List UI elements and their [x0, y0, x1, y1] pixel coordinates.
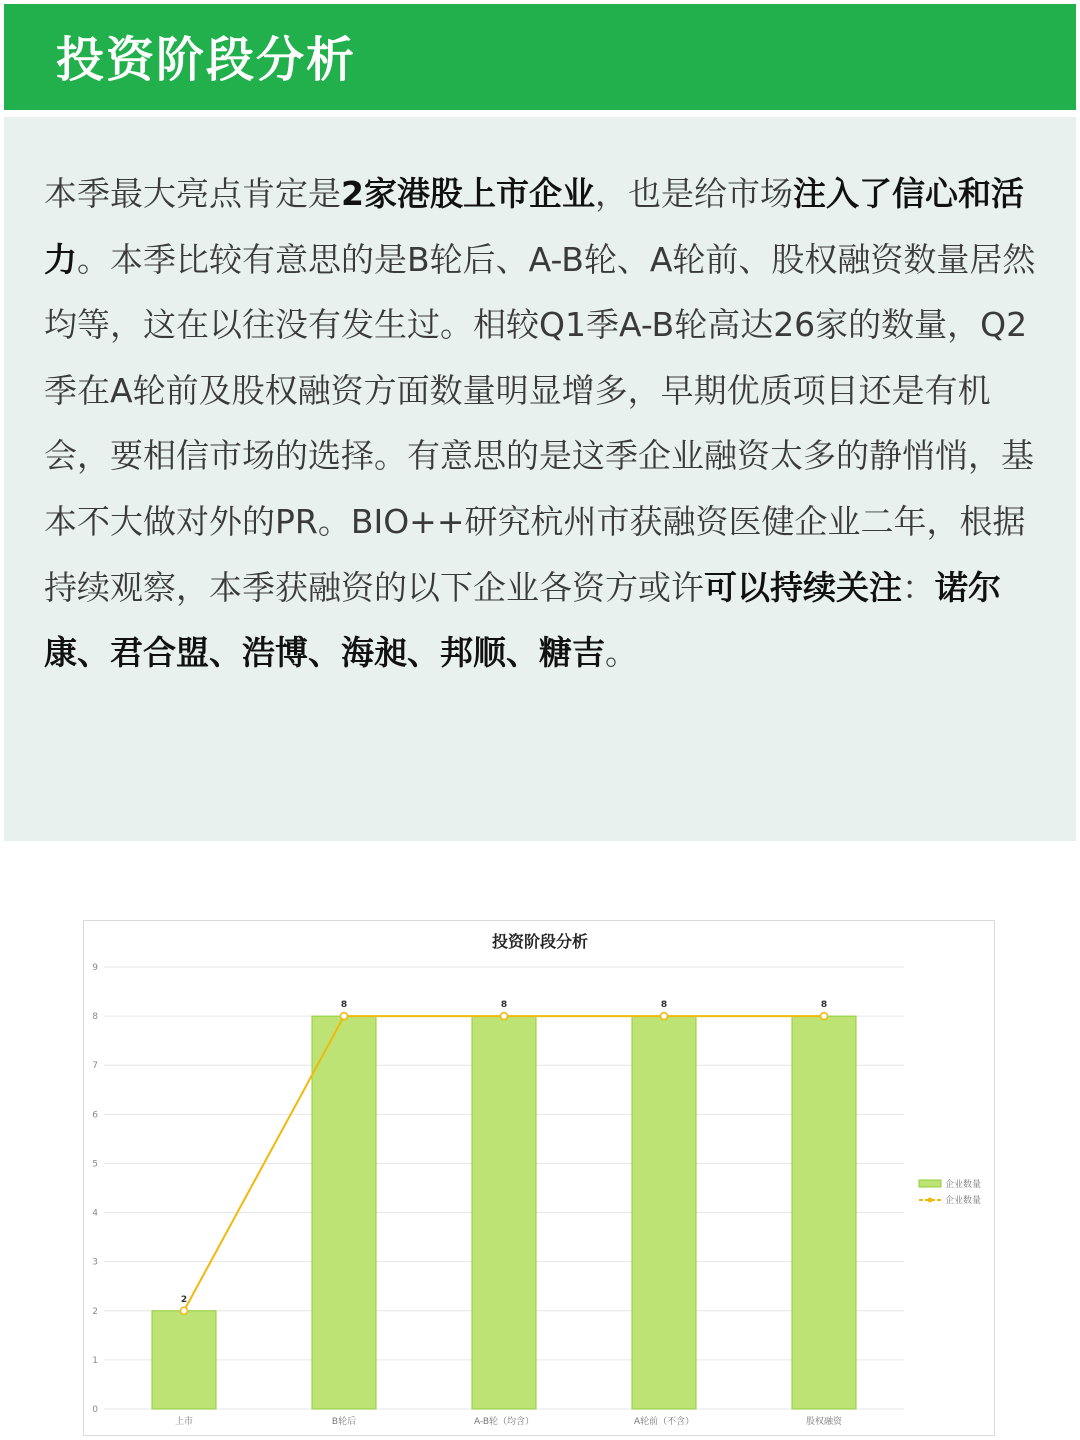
stage-chart: [84, 921, 996, 1437]
y-tick-label: 2: [92, 1306, 98, 1317]
line-point-4: [821, 1013, 828, 1020]
summary-highlight: 2家港股上市企业: [341, 174, 595, 213]
bar-4: [792, 1016, 856, 1409]
summary-text: 。本季比较有意思的是B轮后、A-B轮、A轮前、股权融资数量居然均等，这在以往没有发生过。相较Q1季A-B轮高达26家的数量，Q2季在A轮前及股权融资方面数量明显增多，早期优质项目还是有机会，要相信市场的选择。有意思的是这季企业融资太多的静悄悄，基本不大做对外的PR。BIO++研究杭州市获融资医健企业二年，根据持续观察，本季获融资的以下企业各资方或许: [44, 239, 1036, 607]
legend-bar-swatch: [919, 1180, 941, 1187]
summary-text: ，也是给市场: [594, 174, 793, 213]
chart-frame: [83, 920, 995, 1436]
data-label: 8: [500, 1000, 508, 1011]
legend-line-label: 企业数量: [945, 1196, 982, 1206]
header-banner: [4, 4, 1076, 110]
y-tick-label: 5: [92, 1159, 98, 1170]
summary-highlight: 注入了信心和活力: [44, 174, 1024, 279]
bar-0: [152, 1311, 216, 1409]
summary-highlight: 诺尔康、君合盟、浩博、海昶、邦顺、糖吉: [44, 567, 1001, 673]
summary-box: [4, 117, 1076, 841]
legend-line-marker: [928, 1198, 933, 1203]
data-label: 8: [660, 1000, 668, 1011]
line-point-1: [341, 1013, 348, 1020]
summary-text: 。: [605, 633, 638, 673]
data-label: 8: [340, 1000, 348, 1011]
y-tick-label: 1: [92, 1355, 98, 1366]
bar-3: [632, 1016, 696, 1409]
line-point-2: [501, 1013, 508, 1020]
y-tick-label: 9: [92, 963, 98, 973]
x-category-label: 股权融资: [805, 1417, 843, 1427]
line-point-3: [661, 1013, 668, 1020]
chart-title: 投资阶段分析: [491, 932, 589, 951]
y-tick-label: 3: [92, 1257, 98, 1268]
summary-text: 本季最大亮点肯定是: [44, 174, 341, 213]
x-category-label: A-B轮（均含）: [473, 1417, 535, 1427]
data-label: 2: [180, 1294, 188, 1305]
y-tick-label: 6: [92, 1110, 98, 1121]
summary-paragraph: [44, 161, 1044, 686]
summary-highlight: 可以持续关注: [704, 567, 902, 607]
x-category-label: B轮后: [331, 1417, 357, 1427]
data-label: 8: [820, 1000, 828, 1011]
x-category-label: 上市: [174, 1417, 194, 1427]
bar-2: [472, 1016, 536, 1409]
bar-1: [312, 1016, 376, 1409]
summary-text: ：: [902, 567, 935, 607]
y-tick-label: 8: [92, 1012, 98, 1023]
line-point-0: [181, 1307, 188, 1314]
x-category-label: A轮前（不含）: [633, 1417, 695, 1427]
y-tick-label: 7: [92, 1061, 98, 1072]
y-tick-label: 0: [92, 1405, 98, 1415]
y-tick-label: 4: [92, 1208, 98, 1219]
legend-bar-label: 企业数量: [945, 1180, 982, 1190]
page-title: 投资阶段分析: [56, 32, 357, 88]
